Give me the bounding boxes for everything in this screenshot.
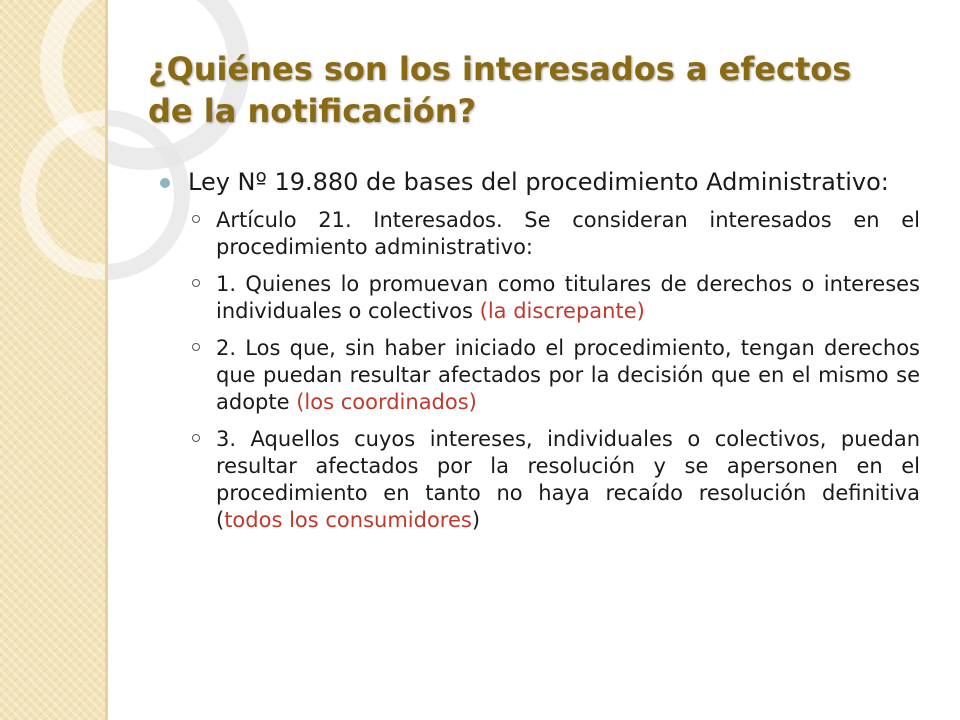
sub-item-highlight: (los coordinados) xyxy=(296,390,477,414)
bullet-text: Ley Nº 19.880 de bases del procedimiento Administrativo: xyxy=(188,168,889,196)
ring-bullet-icon xyxy=(192,343,200,351)
sub-item-highlight: todos los consumidores xyxy=(224,508,472,532)
sub-item-highlight: (la discrepante) xyxy=(479,299,645,323)
sub-item-suffix: ) xyxy=(471,508,481,532)
slide-content xyxy=(160,168,920,544)
ring-bullet-icon xyxy=(192,215,200,223)
bullet-item xyxy=(160,168,920,197)
ring-bullet-icon xyxy=(192,434,200,442)
decorative-sidebar xyxy=(0,0,105,720)
sub-item-text: 2. Los que, sin haber iniciado el procedimiento, tengan derechos que puedan resultar afectados por la decisión que en el mismo se adopte xyxy=(216,336,920,414)
sub-item-2 xyxy=(188,335,920,416)
decorative-ring xyxy=(20,110,105,280)
bullet-dot-icon xyxy=(160,178,170,188)
sub-item-text: Artículo 21. Interesados. Se consideran interesados en el procedimiento administrativo: xyxy=(216,208,920,259)
sidebar-edge xyxy=(105,0,108,720)
title-line-1: ¿Quiénes son los interesados a efectos xyxy=(148,50,852,88)
ring-bullet-icon xyxy=(192,279,200,287)
sub-item-1 xyxy=(188,271,920,325)
sub-item-text: 3. Aquellos cuyos intereses, individuales o colectivos, puedan resultar afectados por la resolución y se apersonen en el procedimiento en tanto no haya recaído resolución definitiva ( xyxy=(216,427,920,532)
sub-item-3 xyxy=(188,426,920,534)
sub-item-text: 1. Quienes lo promuevan como titulares de derechos o intereses individuales o colectivos xyxy=(216,272,920,323)
sub-item-article xyxy=(188,207,920,261)
slide-title xyxy=(148,48,938,132)
title-line-2: de la notificación? xyxy=(148,92,477,130)
